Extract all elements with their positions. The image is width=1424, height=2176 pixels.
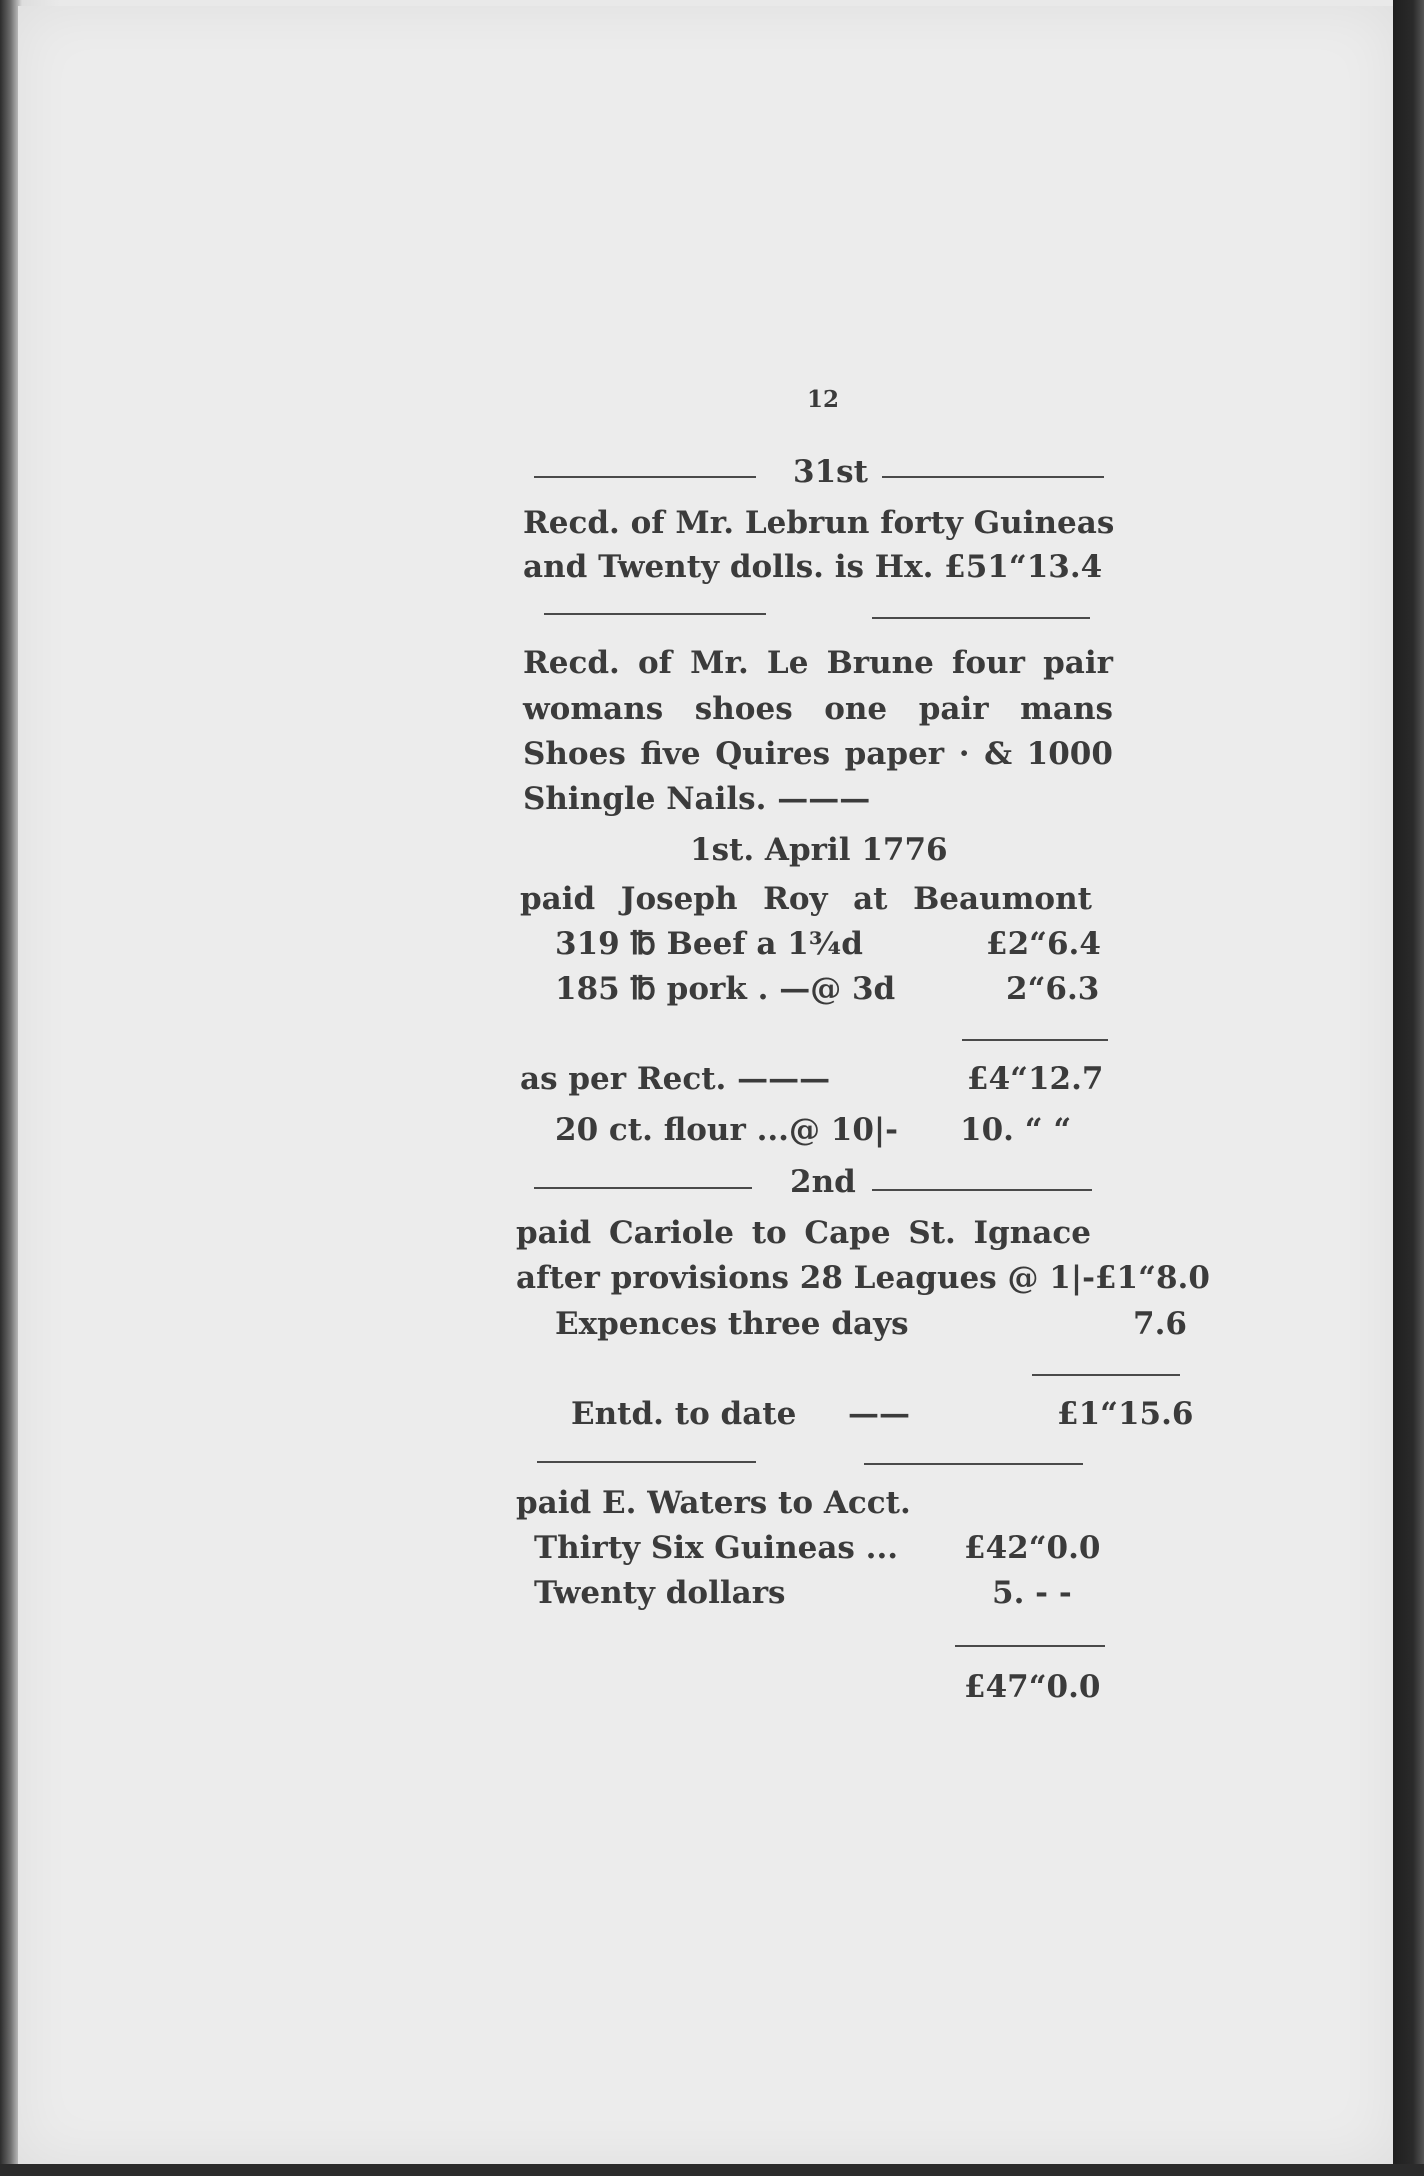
- word: ·: [958, 736, 970, 772]
- word: paper: [844, 736, 945, 772]
- word: Roy: [763, 881, 828, 917]
- ledger-line: [523, 691, 1113, 727]
- ledger-line: [523, 736, 1113, 772]
- divider-rule: [534, 476, 756, 478]
- ledger-item: as per Rect. ———: [520, 1061, 831, 1097]
- ledger-line: Shingle Nails. ———: [523, 781, 871, 817]
- ledger-line: [520, 881, 1092, 917]
- ledger-item: Entd. to date: [571, 1396, 797, 1432]
- divider-rule: [864, 1463, 1083, 1465]
- word: shoes: [694, 691, 793, 727]
- ledger-item: 319 ℔ Beef a 1¾d: [555, 926, 863, 962]
- word: mans: [1020, 691, 1113, 727]
- word: Cariole: [608, 1215, 734, 1251]
- entry-date: 2nd: [790, 1164, 856, 1200]
- ledger-amount: 2“6.3: [1006, 971, 1100, 1007]
- ledger-line: after provisions 28 Leagues @ 1|-£1“8.0: [516, 1260, 1210, 1296]
- entry-date: 1st. April 1776: [690, 832, 948, 868]
- word: &: [984, 736, 1013, 772]
- ledger-amount: 10. “ “: [960, 1112, 1072, 1148]
- word: at: [853, 881, 888, 917]
- word: Mr.: [690, 645, 749, 681]
- sum-rule: [962, 1039, 1108, 1041]
- word: paid: [516, 1215, 592, 1251]
- word: to: [751, 1215, 787, 1251]
- word: Cape: [804, 1215, 891, 1251]
- divider-rule: [537, 1461, 756, 1463]
- divider-rule: [882, 476, 1104, 478]
- word: pair: [1043, 645, 1113, 681]
- word: Shoes: [523, 736, 626, 772]
- sum-rule: [1032, 1374, 1180, 1376]
- ledger-dash: ——: [848, 1396, 910, 1432]
- divider-rule: [544, 613, 766, 615]
- ledger-item: Twenty dollars: [534, 1575, 786, 1611]
- ledger-amount: £1“15.6: [1057, 1396, 1194, 1432]
- word: Beaumont: [913, 881, 1092, 917]
- ledger-line: and Twenty dolls. is Hx. £51“13.4: [523, 549, 1103, 585]
- word: five: [640, 736, 701, 772]
- word: Brune: [826, 645, 934, 681]
- word: Recd.: [523, 645, 620, 681]
- word: four: [952, 645, 1025, 681]
- divider-rule: [534, 1187, 752, 1189]
- ledger-item: Thirty Six Guineas ...: [534, 1530, 899, 1566]
- ledger-amount: £2“6.4: [986, 926, 1101, 962]
- word: of: [637, 645, 672, 681]
- ledger-amount: £42“0.0: [964, 1530, 1101, 1566]
- page-edge-right: [1393, 0, 1424, 2176]
- ledger-line: [516, 1215, 1091, 1251]
- ledger-line: paid E. Waters to Acct.: [516, 1485, 911, 1521]
- ledger-line: [523, 645, 1113, 681]
- ledger-amount: 5. - -: [992, 1575, 1072, 1611]
- page-number: 12: [807, 386, 840, 413]
- sum-rule: [955, 1645, 1105, 1647]
- word: paid: [520, 881, 596, 917]
- word: womans: [523, 691, 664, 727]
- word: Ignace: [973, 1215, 1091, 1251]
- word: St.: [908, 1215, 956, 1251]
- word: Quires: [715, 736, 831, 772]
- ledger-amount: 7.6: [1133, 1306, 1187, 1342]
- word: one: [824, 691, 888, 727]
- word: 1000: [1026, 736, 1113, 772]
- page-edge-bottom: [0, 2164, 1424, 2176]
- word: pair: [918, 691, 989, 727]
- ledger-total: £47“0.0: [964, 1669, 1101, 1705]
- divider-rule: [872, 617, 1090, 619]
- word: Joseph: [620, 881, 738, 917]
- word: Le: [766, 645, 809, 681]
- ledger-item: Expences three days: [555, 1306, 909, 1342]
- ledger-line: Recd. of Mr. Lebrun forty Guineas: [523, 505, 1115, 541]
- entry-date: 31st: [793, 454, 868, 490]
- ledger-item: 20 ct. flour ...@ 10|-: [555, 1112, 899, 1148]
- divider-rule: [872, 1189, 1092, 1191]
- ledger-amount: £4“12.7: [967, 1061, 1104, 1097]
- ledger-item: 185 ℔ pork . —@ 3d: [555, 971, 896, 1007]
